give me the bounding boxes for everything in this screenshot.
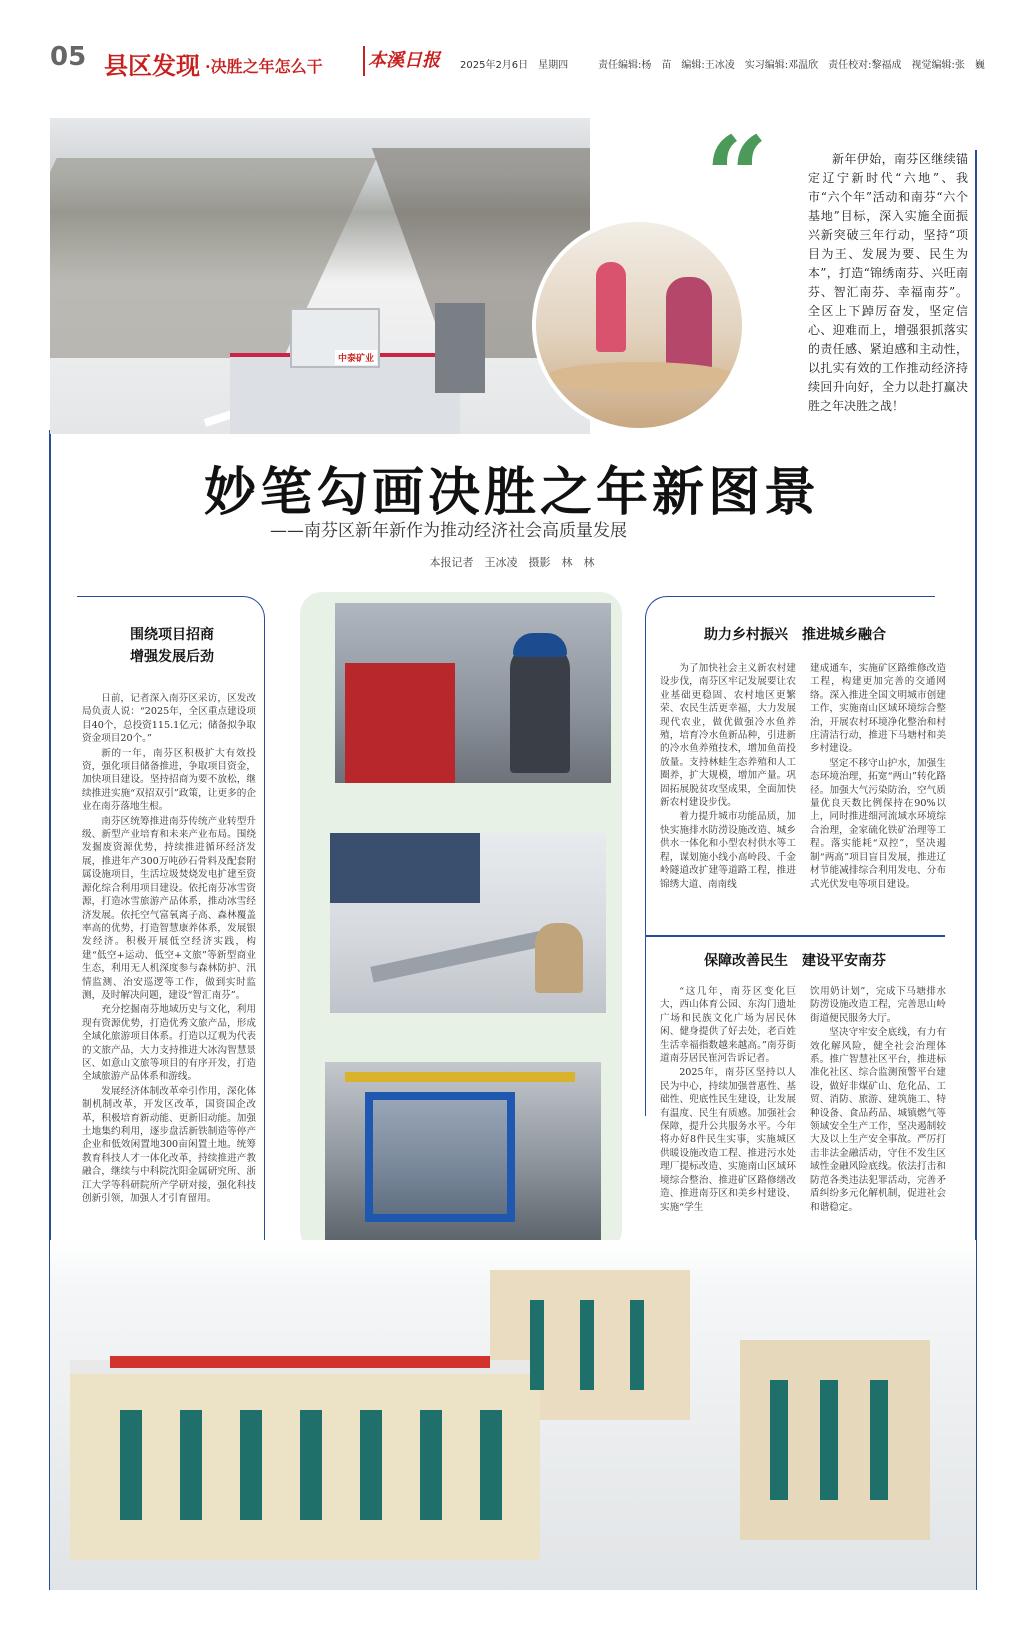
worker-cap <box>513 633 567 657</box>
right-section-1-col-a <box>660 662 796 892</box>
editor-credits: 责任编辑:杨 苗 编辑:王冰凌 实习编辑:邓温欣 责任校对:黎福成 视觉编辑:张 巍 <box>598 60 985 71</box>
mining-plant-photo <box>50 118 590 434</box>
page-header <box>0 0 1024 92</box>
machine-shape <box>345 663 455 783</box>
article-paragraph: 发展经济体制改革牵引作用，深化体制机制改革，开发区改革，国资国企改革，积极培育新动能、更新旧动能。加强土地集约利用，逐步盘活新铁制造等停产企业和低效闲置地300亩闲置土地。统筹教育科技人才一体化改革，持续推进产教融合，继续与中科院沈阳金属研究所、浙江大学等科研院所产学研对接，强化科技创新引领，加强人才引育留用。 <box>82 1085 256 1205</box>
control-room-photo <box>330 833 606 1013</box>
machine-frame <box>365 1092 515 1222</box>
main-headline: 妙笔勾画决胜之年新图景 <box>203 463 820 523</box>
sub-headline: ——南芬区新年新作为推动经济社会高质量发展 <box>270 521 627 541</box>
article-paragraph: 坚决守牢安全底线，有力有效化解风险，健全社会治理体系。推广智慧社区平台，推进标准化社区、综合监测预警平台建设，做好非煤矿山、危化品、工贸、消防、旅游、建筑施工、特种设备、食品药品、城镇燃气等领域安全生产工作，坚决遏制较大及以上生产安全事故。严厉打击非法金融活动，守住不发生区域性金融风险底线。依法打击和防范各类违法犯罪活动，完善矛盾纠纷多元化解机制，促进社会和谐稳定。 <box>810 1027 946 1213</box>
window-strip <box>870 1380 888 1500</box>
right-section-1-heading: 助力乡村振兴 推进城乡融合 <box>704 627 886 643</box>
window-strip <box>580 1300 594 1390</box>
article-paragraph: 新的一年，南芬区积极扩大有效投资，强化项目储备推进，争取项目资金，加快项目建设。坚持招商为要不放松，继续推进实施“双招双引”政策，让更多的企业在南芬落地生根。 <box>82 747 256 813</box>
industrial-park-aerial-photo <box>50 1240 976 1590</box>
article-paragraph: 着力提升城市功能品质，加快实施排水防涝设施改造、城乡供水一体化和小型农村供水等工程，谋划施小线小高岭段、千金岭隧道改扩建等道路工程，推进锦绣大道、南南线 <box>660 811 796 890</box>
page-number: 05 <box>50 42 87 72</box>
window-strip <box>240 1410 262 1520</box>
factory-tower <box>435 303 485 393</box>
article-paragraph: “这几年，南芬区变化巨大，西山体育公园、东沟门遗址广场和民族文化广场为居民休闲、健身提供了好去处，老百姓生活幸福指数越来越高。”南芬街道南芬居民崔河告诉记者。 <box>660 986 796 1065</box>
byline: 本报记者 王冰凌 摄影 林 林 <box>429 556 595 569</box>
left-section-heading <box>78 624 266 668</box>
section-divider <box>645 935 945 937</box>
window-strip <box>530 1300 544 1390</box>
newspaper-logo: 本溪日报 <box>368 50 440 71</box>
right-section-1-col-b <box>810 662 946 892</box>
monitor-wall <box>330 833 480 903</box>
window-strip <box>120 1410 142 1520</box>
quote-mark-icon: “ <box>705 112 769 241</box>
heading-line: 增强发展后劲 <box>130 649 214 665</box>
red-roof-stripe <box>110 1356 490 1368</box>
wooden-tabletop <box>546 362 736 392</box>
left-column-body <box>82 692 256 1206</box>
window-strip <box>770 1380 788 1500</box>
right-section-2-col-b <box>810 985 946 1215</box>
woodworking-workers-photo <box>532 218 746 432</box>
article-paragraph: 为了加快社会主义新农村建设步伐，南芬区牢记发展要让农业基础更稳固、农村地区更繁荣、农民生活更幸福，大力发展现代农业，做优做强冷水鱼养殖，培育冷水鱼新品种，引进新的冷水鱼养殖技术，增加鱼苗投放量。支持林蛙生态养殖和人工圈养，扩大规模，增加产量。巩固拓展脱贫攻坚成果，全面加快新农村建设步伐。 <box>660 663 796 809</box>
window-strip <box>300 1410 322 1520</box>
section-title: 县区发现 <box>104 51 200 80</box>
article-paragraph: 坚定不移守山护水，加强生态环境治理，拓宽“两山”转化路径。加强大气污染防治，空气质量优良天数比例保持在90%以上，同时推进细河流域水环境综合治理，金家硫化铁矿治理等工程。落实能耗“双控”，坚决遏制“两高”项目盲目发展，推进辽材节能减排综合利用发电、分布式光伏发电等项目建设。 <box>810 757 946 890</box>
right-section-2-col-a <box>660 985 796 1215</box>
article-paragraph: 充分挖掘南芬地域历史与文化，利用现有资源优势，打造优秀文旅产品，形成全域化旅游项目体系。打造以辽观为代表的文旅产品，大力支持推进大冰沟智慧景区、如意山文旅等项目的有序开发，打造全域旅游产品体系和游线。 <box>82 1004 256 1083</box>
article-paragraph: 饮用奶计划”，完成下马塘排水防涝设施改造工程，完善思山岭街道便民服务大厅。 <box>810 986 946 1024</box>
issue-date: 2025年2月6日 星期四 <box>460 60 569 71</box>
lathe-worker-photo <box>335 603 611 783</box>
heading-line: 围绕项目招商 <box>130 627 214 643</box>
heavy-machinery-photo <box>325 1062 601 1240</box>
article-paragraph: 南芬区统筹推进南芬传统产业转型升级、新型产业培育和未来产业布局。围绕发掘废资源优势，持续推进循环经济发展，推进年产300万吨砂石骨料及配套附属设施项目，生活垃圾焚烧发电扩建至资源化综合利用项目建设。依托南芬冰雪资源，打造冰雪旅游产品体系，推动冰雪经济发展。依托空气富氧离子高、森林覆盖率高的优势，打造智慧康养体系，发展银发经济。积极开展低空经济实践，构建“低空+运动、低空+文旅”等新型商业生态，利用无人机深度参与森林防护、汛情监测、治安巡逻等工作，做到实时监测，及时解决问题，建设“智汇南芬”。 <box>82 815 256 1001</box>
article-paragraph: 建成通车，实施矿区路维修改造工程，构建更加完善的交通网络。深入推进全国文明城市创建工作，实施南山区域环境综合整治，开展农村环境净化整治和村庄清洁行动，推进下马塘村和美乡村建设。 <box>810 663 946 755</box>
window-strip <box>180 1410 202 1520</box>
article-paragraph: 日前，记者深入南芬区采访，区发改局负责人说：“2025年，全区重点建设项目40个，总投资115.1亿元；储备拟争取资金项目20个。” <box>82 693 256 745</box>
plant-sign: 中泰矿业 <box>335 350 377 365</box>
header-divider <box>363 46 365 76</box>
section-subtitle: ·决胜之年怎么干 <box>205 57 323 76</box>
crane-beam <box>345 1072 575 1082</box>
operator-figure <box>535 923 583 993</box>
window-strip <box>360 1410 382 1520</box>
worker-figure <box>596 262 626 352</box>
window-strip <box>420 1410 442 1520</box>
window-strip <box>480 1410 502 1520</box>
intro-paragraph: 新年伊始，南芬区继续锚定辽宁新时代“六地”、我市“六个年”活动和南芬“六个基地”目标，深入实施全面振兴新突破三年行动，坚持“项目为王、发展为要、民生为本”，打造“锦绣南芬、兴旺南芬、智汇南芬、幸福南芬”。全区上下踔厉奋发，坚定信心、迎难而上，增强狠抓落实的责任感、紧迫感和主动性，以扎实有效的工作推动经济持续回升向好，全力以赴打赢决胜之年决胜之战！ <box>808 152 968 413</box>
window-strip <box>820 1380 838 1500</box>
article-paragraph: 2025年，南芬区坚持以人民为中心，持续加强普惠性、基础性、兜底性民生建设，让发展有温度、民生有质感。加强社会保障，提升公共服务水平。今年将办好8件民生实事，实施城区供暖设施改造工程、推进污水处理厂提标改造、实施南山区域环境综合整治、推进矿区路修缮改造、推进南芬区和美乡村建设、实施“学生 <box>660 1067 796 1213</box>
worker-figure <box>510 643 570 773</box>
right-section-2-heading: 保障改善民生 建设平安南芬 <box>704 953 886 969</box>
window-strip <box>630 1300 644 1390</box>
control-desk <box>370 929 549 982</box>
